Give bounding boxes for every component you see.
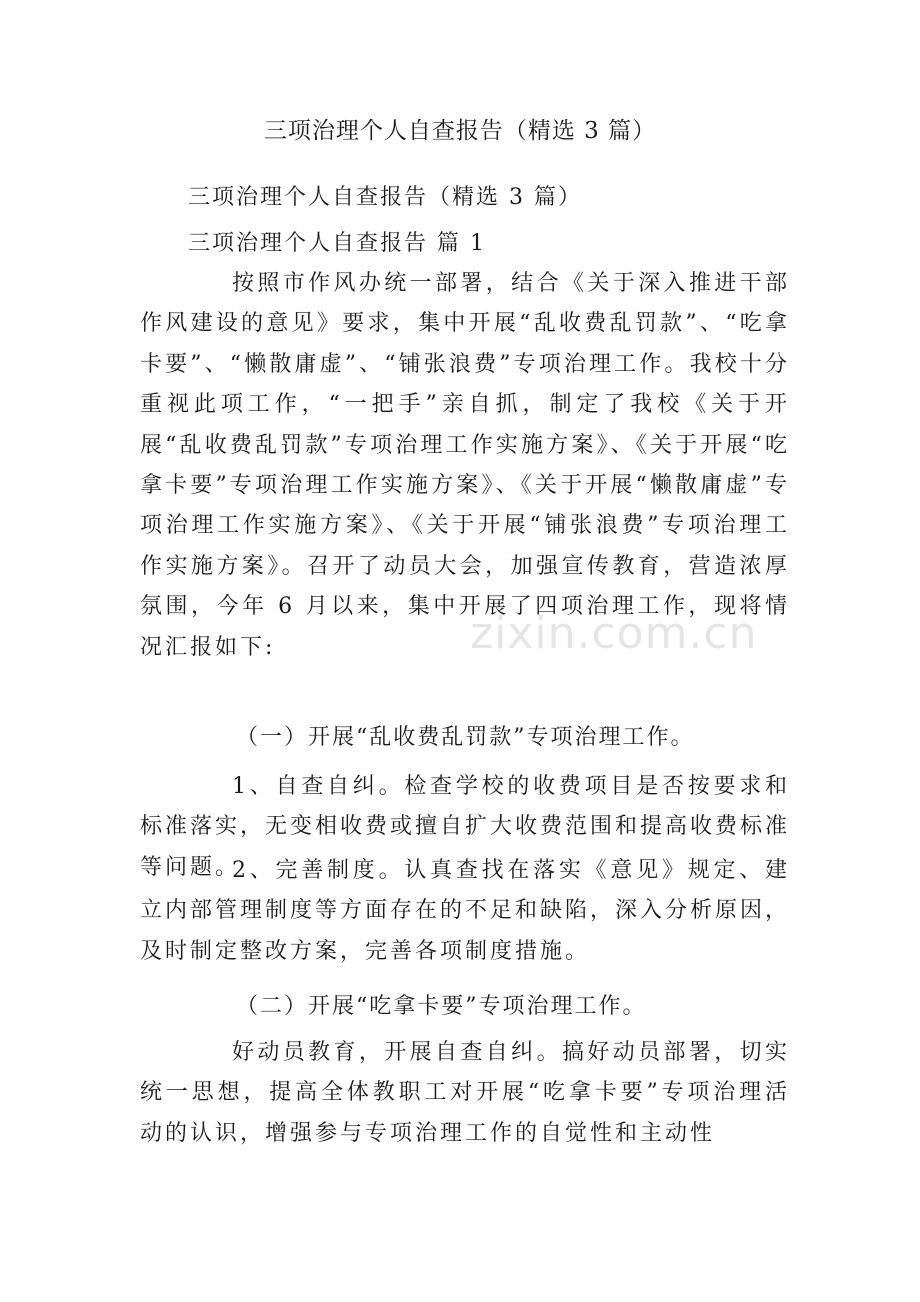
section-heading-2: （二）开展“吃拿卡要”专项治理工作。 xyxy=(236,994,647,1019)
item-paragraph-2: 2、完善制度。认真查找在落实《意见》规定、建立内部管理制度等方面存在的不足和缺陷，深入分析原因，及时制定整改方案，完善各项制度措施。 xyxy=(140,858,791,964)
site-watermark: zixin.com.cn xyxy=(470,608,758,659)
item-paragraph-1: 1、自查自纠。检查学校的收费项目是否按要求和标准落实，无变相收费或擅自扩大收费范围和提高收费标准等问题。 xyxy=(140,774,791,880)
closing-paragraph: 好动员教育，开展自查自纠。搞好动员部署，切实统一思想，提高全体教职工对开展“吃拿卡要”专项治理活动的认识，增强参与专项治理工作的自觉性和主动性 xyxy=(140,1040,790,1146)
report-heading: 三项治理个人自查报告（精选 3 篇） xyxy=(188,185,582,210)
intro-paragraph: 按照市作风办统一部署，结合《关于深入推进干部作风建设的意见》要求，集中开展“乱收费乱罚款”、“吃拿卡要”、“懒散庸虚”、“铺张浪费”专项治理工作。我校十分重视此项工作，“一把手”亲自抓，制定了我校《关于开展“乱收费乱罚款”专项治理工作实施方案》、《关于开展“吃拿卡要”专项治理工作实施方案》、《关于开展“懒散庸虚”专项治理工作实施方案》、《关于开展“铺张浪费”专项治理工作实施方案》。召开了动员大会，加强宣传教育，营造浓厚氛围，今年 6 月以来，集中开展了四项治理工作，现将情况汇报如下: xyxy=(140,271,790,660)
chapter-heading: 三项治理个人自查报告 篇 1 xyxy=(188,231,486,256)
document-title: 三项治理个人自查报告（精选 3 篇） xyxy=(263,118,657,144)
section-heading-1: （一）开展“乱收费乱罚款”专项治理工作。 xyxy=(236,725,695,750)
